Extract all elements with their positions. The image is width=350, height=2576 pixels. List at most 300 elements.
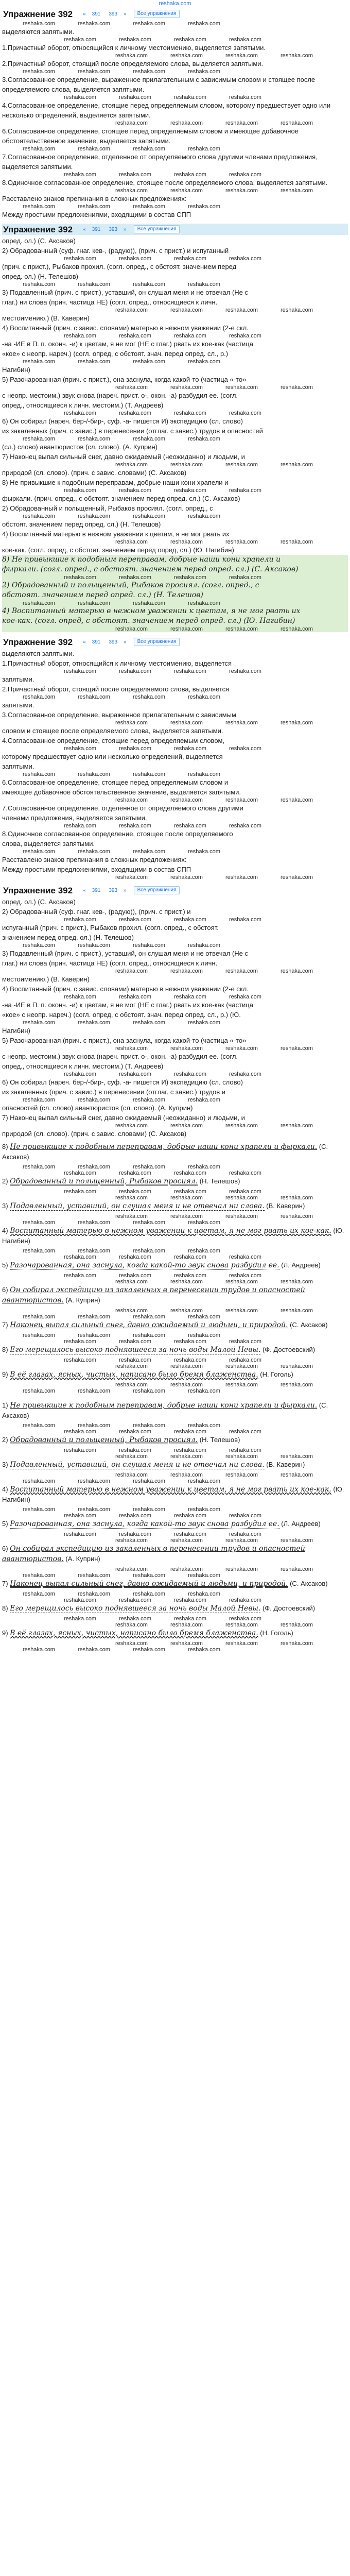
highlighted-line: 4) Воспитанный матерью в нежном уважении к цветам, я не мог рвать их xyxy=(2,607,301,615)
watermark-text: reshaka.com xyxy=(115,626,148,632)
analysis-line: с неопр. местоим.) звук снова (нареч. прист. о-, окон. -а) разбудил ее. (согл. xyxy=(2,1053,238,1060)
watermark-text: reshaka.com xyxy=(187,1647,220,1653)
watermark-text: reshaka.com xyxy=(225,188,258,194)
highlighted-answers xyxy=(2,555,348,632)
watermark-text: reshaka.com xyxy=(23,1478,55,1484)
watermark-text: reshaka.com xyxy=(280,968,313,974)
watermark-text: reshaka.com xyxy=(170,462,203,468)
watermark-row xyxy=(2,1388,348,1394)
exercise-pager xyxy=(81,9,180,19)
watermark-text: reshaka.com xyxy=(23,600,55,606)
rule-item: Расставлено знаков препинания в сложных предложениях: xyxy=(2,856,187,863)
watermark-text: reshaka.com xyxy=(118,1357,151,1363)
watermark-text: reshaka.com xyxy=(23,694,55,700)
watermark-text: reshaka.com xyxy=(115,1123,148,1129)
sentence-number: 3) xyxy=(2,1461,10,1468)
watermark-text: reshaka.com xyxy=(115,1045,148,1052)
watermark-row xyxy=(2,384,348,391)
sentence-item xyxy=(2,1544,348,1564)
watermark-text: reshaka.com xyxy=(187,771,220,777)
site-watermark-top: reshaka.com xyxy=(159,1,191,7)
watermark-text: reshaka.com xyxy=(187,1097,220,1103)
watermark-text: reshaka.com xyxy=(77,1506,110,1513)
watermark-text: reshaka.com xyxy=(170,874,203,880)
watermark-row xyxy=(2,1164,348,1170)
watermark-text: reshaka.com xyxy=(77,1164,110,1170)
watermark-text: reshaka.com xyxy=(225,307,258,313)
prev-arrow-icon[interactable]: « xyxy=(83,887,86,893)
sentence-number: 8) xyxy=(2,1604,10,1612)
watermark-text: reshaka.com xyxy=(132,204,165,210)
watermark-text: reshaka.com xyxy=(170,1363,203,1369)
rule-item: 7.Согласованное определение, отделенное от определяемого слова другими xyxy=(2,804,243,812)
watermark-text: reshaka.com xyxy=(115,1566,148,1572)
watermark-text: reshaka.com xyxy=(23,1248,55,1254)
next-exercise-link[interactable]: 393 xyxy=(109,639,118,645)
exercise-heading xyxy=(2,636,348,648)
watermark-text: reshaka.com xyxy=(173,333,206,339)
watermark-text: reshaka.com xyxy=(115,1279,148,1285)
watermark-text: reshaka.com xyxy=(118,1338,151,1345)
highlighted-line: обстоят. значением перед опред. сл.) (Н. Телешов) xyxy=(2,591,203,599)
sentence-author: (Н. Гоголь) xyxy=(258,1370,293,1378)
watermark-text: reshaka.com xyxy=(170,968,203,974)
watermark-row xyxy=(2,281,348,287)
watermark-text: reshaka.com xyxy=(173,1273,206,1279)
sentence-number: 6) xyxy=(2,1286,10,1294)
next-arrow-icon[interactable]: » xyxy=(124,11,127,17)
watermark-text: reshaka.com xyxy=(225,539,258,545)
watermark-text: reshaka.com xyxy=(77,849,110,855)
watermark-row xyxy=(2,1591,348,1597)
sentence-text: Его мерещилось высоко поднявшееся за ночь воды Малой Невы. xyxy=(10,1346,261,1354)
watermark-text: reshaka.com xyxy=(187,436,220,442)
watermark-text: reshaka.com xyxy=(229,1429,261,1435)
handwritten-answers xyxy=(2,1142,348,1394)
watermark-text: reshaka.com xyxy=(173,94,206,100)
watermark-text: reshaka.com xyxy=(77,513,110,519)
watermark-text: reshaka.com xyxy=(187,69,220,75)
watermark-text: reshaka.com xyxy=(280,1382,313,1388)
watermark-text: reshaka.com xyxy=(170,626,203,632)
sentence-number: 9) xyxy=(2,1629,10,1637)
watermark-text: reshaka.com xyxy=(170,1622,203,1628)
watermark-text: reshaka.com xyxy=(170,1045,203,1052)
sentence-text: Разочарованная, она заснула, когда какой-то звук снова разбудил ее. xyxy=(10,1261,279,1269)
watermark-text: reshaka.com xyxy=(115,1363,148,1369)
watermark-text: reshaka.com xyxy=(132,436,165,442)
watermark-text: reshaka.com xyxy=(280,120,313,126)
watermark-text: reshaka.com xyxy=(64,745,96,752)
rule-item: 2.Причастный оборот, стоящий после определяемого слова, выделяется xyxy=(2,685,230,693)
rule-item: запятыми. xyxy=(2,762,34,770)
watermark-row xyxy=(2,1513,348,1519)
next-exercise-link[interactable]: 393 xyxy=(109,226,118,232)
watermark-text: reshaka.com xyxy=(115,188,148,194)
sentence-author: (Ф. Достоевский) xyxy=(260,1346,316,1353)
watermark-text: reshaka.com xyxy=(23,849,55,855)
watermark-text: reshaka.com xyxy=(23,771,55,777)
watermark-row xyxy=(2,53,348,59)
watermark-row xyxy=(2,37,348,43)
sentence-author: (В. Каверин) xyxy=(264,1461,305,1468)
watermark-text: reshaka.com xyxy=(132,1314,165,1320)
prev-arrow-icon[interactable]: « xyxy=(83,226,86,232)
watermark-text: reshaka.com xyxy=(187,204,220,210)
watermark-text: reshaka.com xyxy=(77,281,110,287)
watermark-text: reshaka.com xyxy=(280,1123,313,1129)
watermark-row xyxy=(2,1332,348,1338)
watermark-text: reshaka.com xyxy=(170,1453,203,1460)
watermark-row xyxy=(2,513,348,519)
watermark-text: reshaka.com xyxy=(170,1279,203,1285)
watermark-text: reshaka.com xyxy=(118,917,151,923)
analysis-line: 5) Разочарованная (прич. с прист.), она заснула, когда какой-то (частица «-то» xyxy=(2,1037,247,1044)
watermark-text: reshaka.com xyxy=(187,1314,220,1320)
watermark-text: reshaka.com xyxy=(173,668,206,674)
exercise-heading xyxy=(2,8,348,20)
watermark-text: reshaka.com xyxy=(132,771,165,777)
watermark-row xyxy=(2,917,348,923)
watermark-text: reshaka.com xyxy=(225,462,258,468)
analysis-line: Нагибин) xyxy=(2,366,30,374)
watermark-row xyxy=(2,1382,348,1388)
watermark-row xyxy=(2,436,348,442)
watermark-text: reshaka.com xyxy=(173,574,206,581)
watermark-text: reshaka.com xyxy=(23,1506,55,1513)
watermark-text: reshaka.com xyxy=(64,1616,96,1622)
watermark-text: reshaka.com xyxy=(170,720,203,726)
sentence-item xyxy=(2,1519,348,1529)
watermark-text: reshaka.com xyxy=(77,1591,110,1597)
watermark-row xyxy=(2,69,348,75)
next-exercise-link[interactable]: 393 xyxy=(109,887,118,893)
analysis-line: «кое» с неопр. нареч.) (согл. опред, с обстоят. знач. перед опред. сл., р.) (Ю. xyxy=(2,1011,241,1019)
next-arrow-icon[interactable]: » xyxy=(124,887,127,893)
prev-exercise-link[interactable]: 391 xyxy=(92,887,101,893)
watermark-text: reshaka.com xyxy=(229,1071,261,1077)
next-arrow-icon[interactable]: » xyxy=(124,226,127,232)
watermark-text: reshaka.com xyxy=(229,1513,261,1519)
rule-item: 8.Одиночное согласованное определение, стоящее после определяемого xyxy=(2,830,233,838)
watermark-text: reshaka.com xyxy=(280,720,313,726)
analysis-line: местоимению.) (В. Каверин) xyxy=(2,975,90,983)
watermark-text: reshaka.com xyxy=(225,1308,258,1314)
sentence-text: Не привыкшие к подобным переправам, добрые наши кони храпели и фыркали. xyxy=(10,1143,318,1151)
watermark-text: reshaka.com xyxy=(225,797,258,803)
watermark-row xyxy=(2,410,348,416)
watermark-text: reshaka.com xyxy=(225,1363,258,1369)
watermark-text: reshaka.com xyxy=(77,146,110,152)
watermark-text: reshaka.com xyxy=(132,849,165,855)
watermark-text: reshaka.com xyxy=(229,1170,261,1176)
watermark-text: reshaka.com xyxy=(173,1597,206,1603)
watermark-row xyxy=(2,94,348,100)
watermark-text: reshaka.com xyxy=(118,574,151,581)
watermark-text: reshaka.com xyxy=(115,720,148,726)
watermark-text: reshaka.com xyxy=(132,146,165,152)
watermark-text: reshaka.com xyxy=(23,204,55,210)
watermark-text: reshaka.com xyxy=(280,1472,313,1478)
all-exercises-button[interactable]: Все упражнения xyxy=(134,225,180,233)
watermark-text: reshaka.com xyxy=(225,626,258,632)
watermark-text: reshaka.com xyxy=(132,694,165,700)
watermark-row xyxy=(2,1447,348,1453)
sentence-author: (С. Аксаков) xyxy=(2,1401,328,1419)
watermark-text: reshaka.com xyxy=(187,600,220,606)
prev-exercise-link[interactable]: 391 xyxy=(92,11,101,17)
watermark-text: reshaka.com xyxy=(170,188,203,194)
next-exercise-link[interactable]: 393 xyxy=(109,11,118,17)
sentence-author: (Н. Телешов) xyxy=(198,1436,240,1444)
watermark-text: reshaka.com xyxy=(229,37,261,43)
watermark-text: reshaka.com xyxy=(280,1537,313,1544)
watermark-text: reshaka.com xyxy=(23,1164,55,1170)
watermark-text: reshaka.com xyxy=(23,21,55,27)
watermark-text: reshaka.com xyxy=(225,120,258,126)
watermark-text: reshaka.com xyxy=(225,1566,258,1572)
watermark-text: reshaka.com xyxy=(77,69,110,75)
watermark-row xyxy=(2,487,348,494)
watermark-row xyxy=(2,1453,348,1460)
analysis-line: Нагибин) xyxy=(2,1027,30,1035)
sentence-text: Воспитанный матерью в нежном уважении к цветам, я не мог рвать их кое-как. xyxy=(10,1485,331,1494)
watermark-text: reshaka.com xyxy=(64,1189,96,1195)
watermark-text: reshaka.com xyxy=(77,1020,110,1026)
exercise-title: Упражнение 392 xyxy=(3,9,73,19)
prev-arrow-icon[interactable]: « xyxy=(83,639,86,645)
analysis-line: 2) Обрадованный (суф. гнаг. кев-, (радую)), (прич. с прист.) и xyxy=(2,908,191,916)
watermark-row xyxy=(2,1506,348,1513)
watermark-row xyxy=(2,720,348,726)
watermark-row xyxy=(2,333,348,339)
exercise-title: Упражнение 392 xyxy=(3,885,73,895)
watermark-text: reshaka.com xyxy=(229,1189,261,1195)
watermark-text: reshaka.com xyxy=(280,874,313,880)
watermark-text: reshaka.com xyxy=(118,745,151,752)
sentence-number: 5) xyxy=(2,1261,10,1269)
sentence-item xyxy=(2,1460,348,1470)
watermark-text: reshaka.com xyxy=(225,1472,258,1478)
watermark-text: reshaka.com xyxy=(77,21,110,27)
sentence-number: 6) xyxy=(2,1545,10,1552)
watermark-row xyxy=(2,539,348,545)
rule-item: имеющее добавочное обстоятельственное значение, выделяется запятыми. xyxy=(2,788,241,796)
watermark-text: reshaka.com xyxy=(170,1566,203,1572)
sentence-text: Подавленный, уставший, он слушал меня и не отвечал ни слова. xyxy=(10,1202,265,1210)
watermark-text: reshaka.com xyxy=(115,120,148,126)
sentence-author: (Л. Андреев) xyxy=(279,1520,321,1528)
watermark-text: reshaka.com xyxy=(173,1338,206,1345)
sentence-text: Подавленный, уставший, он слушал меня и не отвечал ни слова. xyxy=(10,1461,265,1469)
watermark-text: reshaka.com xyxy=(229,1616,261,1622)
watermark-row xyxy=(2,188,348,194)
watermark-text: reshaka.com xyxy=(225,1213,258,1219)
analysis-line: (сл.) слово) авантюристов (сл. слово). (А. Куприн) xyxy=(2,443,157,451)
all-exercises-button[interactable]: Все упражнения xyxy=(134,638,180,646)
exercise-pager xyxy=(81,886,180,895)
all-exercises-button[interactable]: Все упражнения xyxy=(134,886,180,894)
sentence-item xyxy=(2,1369,348,1380)
all-exercises-button[interactable]: Все упражнения xyxy=(134,10,180,18)
watermark-text: reshaka.com xyxy=(173,917,206,923)
sentence-text: Наконец выпал сильный снег, давно ожидаемый и людьми, и природой. xyxy=(10,1321,288,1329)
sentence-number: 4) xyxy=(2,1227,10,1234)
analysis-block xyxy=(2,236,348,555)
prev-exercise-link[interactable]: 391 xyxy=(92,639,101,645)
watermark-text: reshaka.com xyxy=(280,1453,313,1460)
watermark-text: reshaka.com xyxy=(229,94,261,100)
watermark-text: reshaka.com xyxy=(64,1338,96,1345)
watermark-text: reshaka.com xyxy=(115,1213,148,1219)
watermark-text: reshaka.com xyxy=(280,1279,313,1285)
watermark-text: reshaka.com xyxy=(77,359,110,365)
next-arrow-icon[interactable]: » xyxy=(124,639,127,645)
analysis-line: -на -ИЕ в П. п. оконч. -и) к цветам, я не мог (НЕ с глаг.) рвать их кое-как (частица xyxy=(2,1001,253,1009)
analysis-line: 4) Воспитанный матерью в нежном уважении к цветам, я не мог рвать их xyxy=(2,530,230,538)
analysis-line: опред. ол.) (С. Аксаков) xyxy=(2,237,76,245)
watermark-row xyxy=(2,146,348,152)
watermark-row xyxy=(2,1195,348,1201)
watermark-text: reshaka.com xyxy=(170,1213,203,1219)
sentence-item xyxy=(2,1142,348,1162)
rule-item: Между простыми предложениями, входящими в состав СПП xyxy=(2,866,191,873)
watermark-text: reshaka.com xyxy=(23,1422,55,1429)
watermark-text: reshaka.com xyxy=(170,53,203,59)
watermark-text: reshaka.com xyxy=(170,1640,203,1647)
watermark-text: reshaka.com xyxy=(132,1422,165,1429)
sentence-author: (С. Аксаков) xyxy=(288,1580,328,1587)
sentence-item xyxy=(2,1285,348,1306)
watermark-text: reshaka.com xyxy=(23,146,55,152)
rule-item: выделяются запятыми. xyxy=(2,28,75,36)
watermark-text: reshaka.com xyxy=(225,53,258,59)
watermark-text: reshaka.com xyxy=(118,1273,151,1279)
watermark-text: reshaka.com xyxy=(170,1537,203,1544)
sentence-author: (В. Каверин) xyxy=(264,1202,305,1210)
watermark-text: reshaka.com xyxy=(187,1388,220,1394)
watermark-row xyxy=(2,1572,348,1579)
watermark-text: reshaka.com xyxy=(118,1447,151,1453)
watermark-text: reshaka.com xyxy=(187,1591,220,1597)
watermark-text: reshaka.com xyxy=(115,1195,148,1201)
analysis-line: испуганный (прич. с прист.), Рыбаков прохил. (согл. опред., с обстоят. xyxy=(2,924,219,931)
watermark-text: reshaka.com xyxy=(280,626,313,632)
watermark-text: reshaka.com xyxy=(187,281,220,287)
watermark-row xyxy=(2,745,348,752)
watermark-text: reshaka.com xyxy=(118,487,151,494)
watermark-text: reshaka.com xyxy=(225,874,258,880)
watermark-row xyxy=(2,1472,348,1478)
rule-item: 2.Причастный оборот, стоящий после определяемого слова, выделяется запятыми. xyxy=(2,60,264,67)
watermark-text: reshaka.com xyxy=(280,384,313,391)
watermark-row xyxy=(2,1478,348,1484)
watermark-text: reshaka.com xyxy=(23,1388,55,1394)
watermark-text: reshaka.com xyxy=(173,823,206,829)
sentence-item xyxy=(2,1260,348,1270)
watermark-text: reshaka.com xyxy=(187,942,220,948)
watermark-text: reshaka.com xyxy=(170,797,203,803)
watermark-text: reshaka.com xyxy=(64,333,96,339)
watermark-text: reshaka.com xyxy=(115,1537,148,1544)
watermark-text: reshaka.com xyxy=(280,1566,313,1572)
watermark-row xyxy=(2,968,348,974)
exercise-title: Упражнение 392 xyxy=(3,637,73,647)
watermark-text: reshaka.com xyxy=(77,600,110,606)
watermark-text: reshaka.com xyxy=(64,1254,96,1260)
sentence-item xyxy=(2,1628,348,1638)
watermark-text: reshaka.com xyxy=(229,1447,261,1453)
sentence-item xyxy=(2,1226,348,1246)
analysis-line: 6) Он собирал (нареч. бер-/-бир-, суф. -а- пишется И) экспедицию (сл. слово) xyxy=(2,1078,243,1086)
watermark-row xyxy=(2,1429,348,1435)
watermark-text: reshaka.com xyxy=(280,53,313,59)
rule-item: членами предложения, выделяется запятыми. xyxy=(2,814,147,822)
watermark-row xyxy=(2,120,348,126)
watermark-text: reshaka.com xyxy=(132,1506,165,1513)
sentence-text: Обрадованный и польщенный, Рыбаков просиял. xyxy=(10,1436,198,1444)
watermark-text: reshaka.com xyxy=(173,1429,206,1435)
watermark-text: reshaka.com xyxy=(64,410,96,416)
watermark-text: reshaka.com xyxy=(173,1513,206,1519)
watermark-text: reshaka.com xyxy=(23,1647,55,1653)
sentence-author: (С. Аксаков) xyxy=(288,1321,328,1329)
watermark-text: reshaka.com xyxy=(23,1572,55,1579)
watermark-text: reshaka.com xyxy=(132,1572,165,1579)
watermark-text: reshaka.com xyxy=(23,1020,55,1026)
watermark-row xyxy=(2,1248,348,1254)
sentence-item xyxy=(2,1201,348,1211)
watermark-text: reshaka.com xyxy=(173,487,206,494)
sentence-text: Не привыкшие к подобным переправам, добрые наши кони храпели и фыркали. xyxy=(10,1401,318,1410)
section-4 xyxy=(0,885,350,1653)
watermark-text: reshaka.com xyxy=(170,1195,203,1201)
rule-item: 8.Одиночное согласованное определение, стоящее после определяемого слова, выделяется запятыми. xyxy=(2,179,328,187)
watermark-text: reshaka.com xyxy=(115,462,148,468)
sentence-number: 1) xyxy=(2,1401,10,1409)
watermark-row xyxy=(2,1531,348,1537)
watermark-row xyxy=(2,172,348,178)
watermark-text: reshaka.com xyxy=(280,1640,313,1647)
rule-item: запятыми. xyxy=(2,701,34,709)
watermark-row xyxy=(2,600,348,606)
prev-arrow-icon[interactable]: « xyxy=(83,11,86,17)
watermark-text: reshaka.com xyxy=(187,1332,220,1338)
watermark-text: reshaka.com xyxy=(64,1170,96,1176)
watermark-text: reshaka.com xyxy=(77,1388,110,1394)
watermark-text: reshaka.com xyxy=(64,994,96,1000)
watermark-text: reshaka.com xyxy=(173,1447,206,1453)
watermark-text: reshaka.com xyxy=(225,384,258,391)
watermark-row xyxy=(2,1357,348,1363)
watermark-text: reshaka.com xyxy=(229,1273,261,1279)
watermark-text: reshaka.com xyxy=(64,1071,96,1077)
watermark-row xyxy=(2,1213,348,1219)
watermark-text: reshaka.com xyxy=(118,1170,151,1176)
analysis-line: 4) Воспитанный (прич. с завис. словами) матерью в нежном уважении (2-е скл. xyxy=(2,324,249,332)
watermark-text: reshaka.com xyxy=(170,539,203,545)
watermark-text: reshaka.com xyxy=(132,513,165,519)
watermark-text: reshaka.com xyxy=(77,1248,110,1254)
watermark-text: reshaka.com xyxy=(229,1531,261,1537)
watermark-text: reshaka.com xyxy=(225,1382,258,1388)
sentence-text: В её глазах, ясных, чистых, написано было бремя блаженства. xyxy=(10,1629,258,1637)
watermark-text: reshaka.com xyxy=(173,1531,206,1537)
watermark-row xyxy=(2,574,348,581)
watermark-text: reshaka.com xyxy=(132,1647,165,1653)
watermark-row xyxy=(2,1314,348,1320)
prev-exercise-link[interactable]: 391 xyxy=(92,226,101,232)
